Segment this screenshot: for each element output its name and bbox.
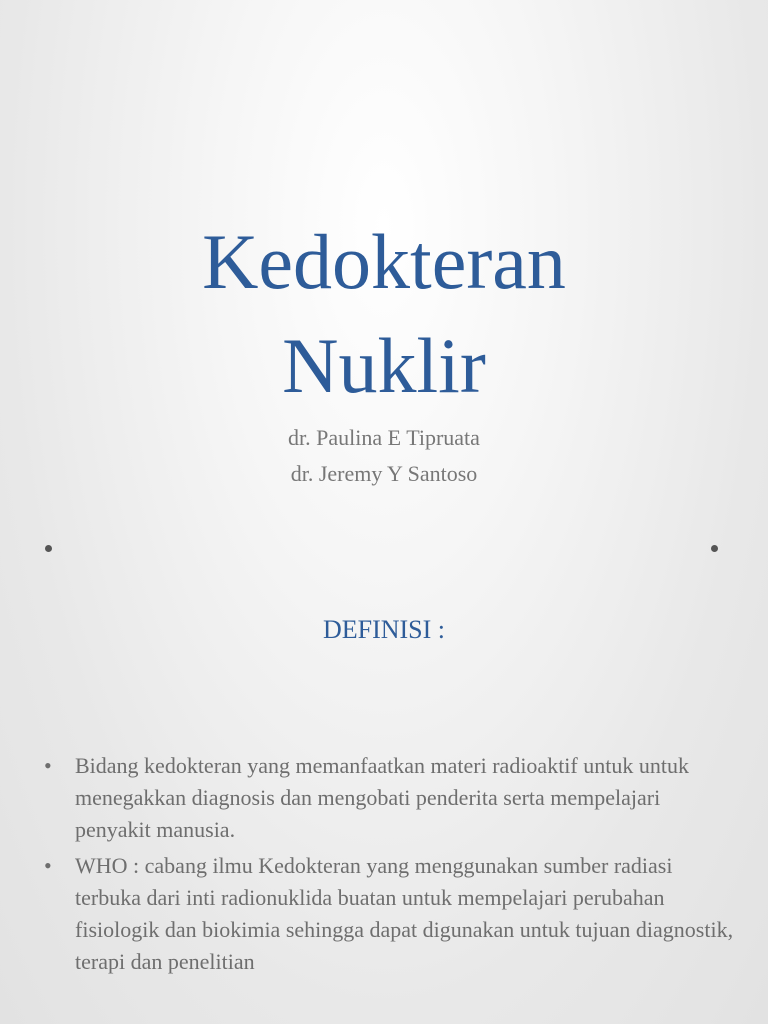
- author-2: dr. Jeremy Y Santoso: [290, 461, 478, 486]
- title-line-2: Nuklir: [282, 322, 486, 409]
- presentation-title: [0, 210, 768, 418]
- authors: [0, 420, 768, 492]
- bullet-icon: •: [44, 853, 52, 878]
- bullet-dot-icon: [711, 545, 718, 552]
- bullet-icon: •: [44, 753, 52, 778]
- author-1: dr. Paulina E Tipruata: [288, 425, 480, 450]
- title-line-1: Kedokteran: [202, 218, 566, 305]
- list-item-text: Bidang kedokteran yang memanfaatkan materi radioaktif untuk untuk menegakkan diagnosis dan mengobati penderita serta mempelajari penyakit manusia.: [75, 753, 689, 842]
- list-item: [44, 750, 734, 846]
- list-item: [44, 850, 734, 978]
- section-heading: DEFINISI :: [322, 615, 446, 644]
- bullet-dot-icon: [45, 545, 52, 552]
- definition-list: [44, 750, 734, 982]
- list-item-text: WHO : cabang ilmu Kedokteran yang menggunakan sumber radiasi terbuka dari inti radionuklida buatan untuk mempelajari perubahan fisiologik dan biokimia sehingga dapat digunakan untuk tujuan diagnostik, terapi dan penelitian: [75, 853, 734, 974]
